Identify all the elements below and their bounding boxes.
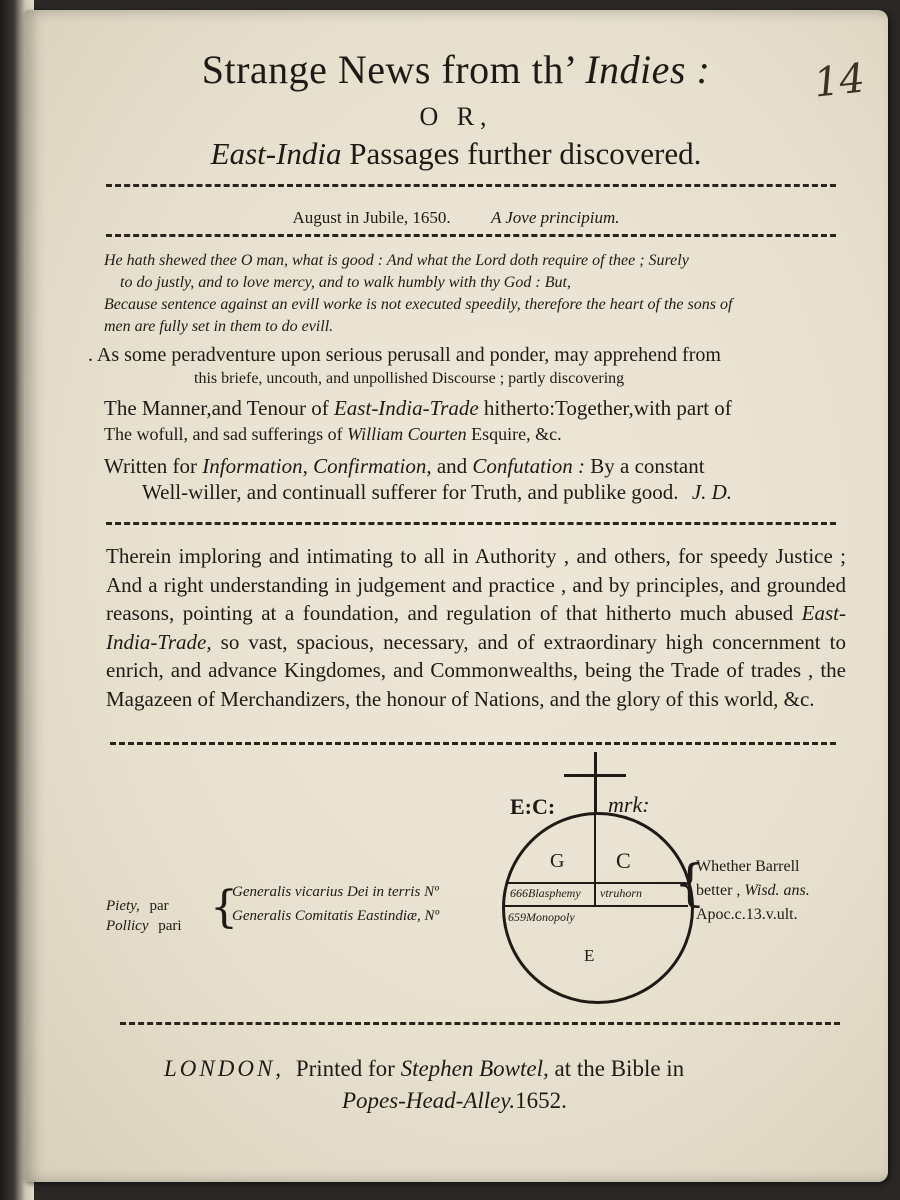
- emblem-mid-1: Generalis vicarius Dei in terris Nº: [232, 884, 439, 900]
- emblem-left-word: Piety,: [106, 898, 140, 914]
- intro-italic: East-India-Trade: [333, 396, 479, 420]
- emblem-right-2: [696, 882, 810, 900]
- intro-italic: Confirmation: [313, 454, 427, 478]
- intro-italic: William Courten: [347, 424, 467, 444]
- emblem-left-word: pari: [158, 918, 182, 934]
- intro-text: The wofull, and sad sufferings of: [104, 424, 343, 444]
- title-italic: Indies :: [585, 47, 711, 92]
- imprint-address: Popes-Head-Alley.: [342, 1088, 516, 1113]
- imprint-city: LONDON,: [164, 1056, 285, 1081]
- intro-italic: Confutation :: [472, 454, 585, 478]
- circle-divider: [594, 814, 596, 906]
- emblem-left-word: par: [149, 898, 169, 914]
- handwritten-shelf-mark: 14: [811, 55, 868, 107]
- intro-text: hitherto:Together,with part of: [483, 396, 732, 420]
- paragraph-italic: East-India-Trade,: [106, 601, 846, 654]
- intro-line: this briefe, uncouth, and unpollished Discourse ; partly discovering: [194, 370, 625, 387]
- dateline: [24, 208, 888, 228]
- emblem-g: G: [550, 850, 565, 872]
- title-main: Strange News from th’: [201, 47, 575, 92]
- author-initials: J. D.: [691, 480, 733, 504]
- emblem-monopoly: 659Monopoly: [508, 910, 575, 924]
- emblem-left-word: Pollicy: [106, 918, 149, 934]
- emblem-e: E: [584, 946, 595, 965]
- circle-divider: [504, 905, 688, 907]
- page-title: [24, 46, 888, 93]
- emblem-vtruhorn: vtruhorn: [600, 886, 642, 900]
- subtitle-italic: East-India: [210, 136, 342, 171]
- right-brace-icon: {: [674, 854, 706, 912]
- emblem-right-3: Apoc.c.13.v.ult.: [696, 906, 798, 923]
- emblem-ec: E:C:: [510, 794, 556, 819]
- dateline-left: August in Jubile, 1650.: [292, 208, 451, 227]
- intro-line: [104, 396, 732, 421]
- intro-line: [142, 480, 732, 505]
- intro-line: . As some peradventure upon serious perusall and ponder, may apprehend from: [88, 344, 721, 366]
- imprint-printer: Stephen Bowtel,: [400, 1056, 549, 1081]
- divider-rule: [110, 742, 836, 745]
- emblem-right-word: better ,: [696, 882, 741, 899]
- emblem-mid-2: Generalis Comitatis Eastindiæ, Nº: [232, 908, 440, 924]
- title-or: O R,: [419, 102, 493, 131]
- emblem-circle: [502, 812, 694, 1004]
- title-page: [24, 10, 888, 1182]
- scripture-line: Because sentence against an evill worke is not executed speedily, therefore the heart of the sons of: [104, 296, 733, 313]
- circle-divider: [506, 882, 686, 884]
- paragraph-text: so vast, spacious, necessary, and of extraordinary high concernment to enrich, and advance Kingdomes, and Commonwealths, being the Trade of trades , the Magazeen of Merchandizers, the honour of Nations, and the glory of this world, &c.: [106, 629, 847, 711]
- divider-rule: [106, 184, 836, 187]
- emblem-c: C: [616, 848, 631, 873]
- emblem-mrk: mrk:: [608, 792, 650, 817]
- intro-text: Written for: [104, 454, 198, 478]
- cross-stem: [594, 752, 597, 814]
- imprint-line-1: [164, 1056, 684, 1082]
- emblem-right-word: Wisd. ans.: [744, 882, 810, 899]
- intro-line: [104, 424, 562, 445]
- emblem-blasphemy: 666Blasphemy: [510, 886, 581, 900]
- scripture-line: He hath shewed thee O man, what is good : And what the Lord doth require of thee ; Surely: [104, 252, 689, 269]
- imprint-text: Printed for: [295, 1056, 395, 1081]
- scripture-line: to do justly, and to love mercy, and to walk humbly with thy God : But,: [120, 274, 571, 291]
- intro-text: , and: [426, 454, 468, 478]
- dateline-right: A Jove principium.: [490, 208, 620, 227]
- intro-line: [104, 454, 705, 479]
- subtitle-rest: Passages further discovered.: [349, 136, 702, 171]
- divider-rule: [106, 234, 836, 237]
- intro-text: Well-willer, and continuall sufferer for Truth, and publike good.: [142, 480, 679, 504]
- paragraph-text: Therein imploring and intimating to all in Authority , and others, for speedy Justice ; And a right understanding in judgement and practice , and by principles, and grounded reasons, pointing at a foundation, and regulation of that hitherto much abused: [106, 544, 846, 625]
- divider-rule: [120, 1022, 840, 1025]
- imprint-year: 1652.: [515, 1088, 567, 1113]
- cross-bar: [564, 774, 626, 777]
- page-subtitle: [24, 136, 888, 172]
- scripture-line: men are fully set in them to do evill.: [104, 318, 334, 335]
- emblem-left-2: [106, 918, 182, 935]
- divider-rule: [106, 522, 836, 525]
- intro-text: The Manner,and Tenour of: [104, 396, 329, 420]
- main-paragraph: [106, 542, 846, 713]
- imprint-text: at the Bible in: [554, 1056, 685, 1081]
- intro-text: By a constant: [590, 454, 705, 478]
- intro-italic: Information: [202, 454, 303, 478]
- left-brace-icon: {: [210, 882, 238, 933]
- intro-text: Esquire, &c.: [471, 424, 562, 444]
- emblem-right-1: Whether Barrell: [696, 858, 800, 875]
- emblem-left-1: [106, 898, 169, 915]
- intro-text: ,: [302, 454, 308, 478]
- imprint-line-2: [342, 1088, 567, 1114]
